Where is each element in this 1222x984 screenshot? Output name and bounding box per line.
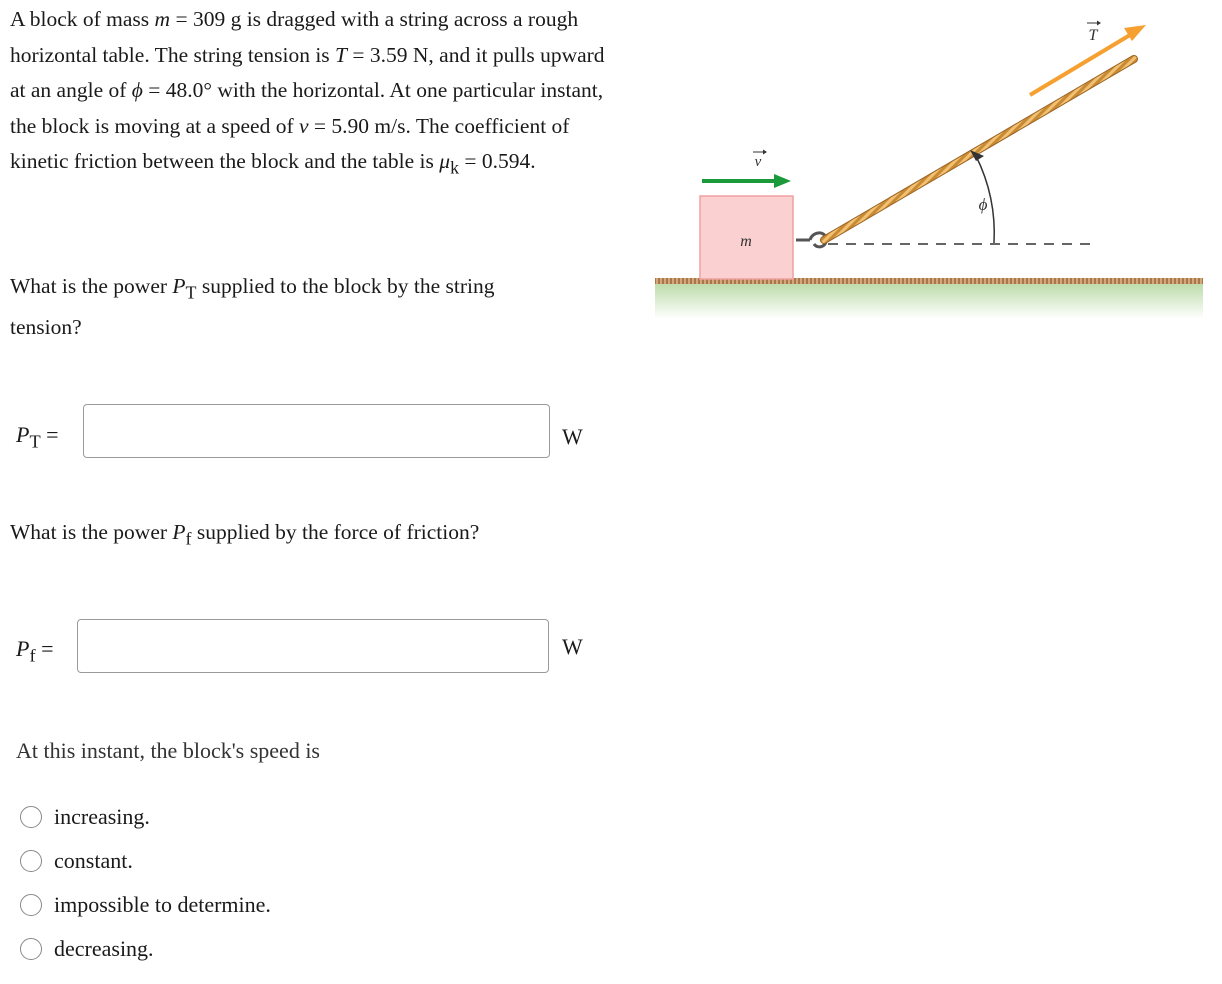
problem-text: = 5.90 m/s. The coefficient of kinetic friction between the block and the table is: [10, 113, 570, 173]
unit-label: W: [562, 424, 583, 449]
power-symbol: P: [16, 422, 30, 447]
option-constant[interactable]: [20, 846, 133, 876]
friction-symbol: μ: [439, 149, 451, 173]
problem-text: = 309 g is dragged with a string across a rough horizontal table. The string tension is: [10, 7, 579, 67]
mass-label: m: [740, 233, 752, 250]
tension-label: T: [1088, 27, 1098, 44]
option-impossible[interactable]: [20, 890, 271, 920]
power-symbol: P: [172, 520, 186, 544]
option-label: increasing.: [54, 804, 150, 829]
question-tension-power: [10, 269, 530, 345]
answer-label-friction: [16, 636, 53, 666]
option-label: constant.: [54, 848, 133, 873]
question-friction-power: [10, 515, 570, 556]
question-text: What is the power: [10, 274, 173, 298]
unit-label: W: [562, 634, 583, 659]
vector-mark: [763, 150, 767, 155]
velocity-label: v: [754, 154, 762, 170]
power-subscript: T: [29, 431, 41, 452]
vector-mark: [1097, 21, 1101, 26]
problem-statement: [10, 2, 610, 186]
velocity-arrowhead: [774, 174, 791, 188]
question-text: supplied to the block by the string tension?: [10, 274, 495, 340]
problem-text: A block of mass: [10, 7, 155, 31]
tension-power-input[interactable]: [83, 404, 550, 458]
ground: [655, 283, 1203, 319]
problem-text: = 3.59 N, and it pulls upward at an angle of: [10, 42, 605, 102]
option-decreasing[interactable]: [20, 934, 154, 964]
power-symbol: P: [16, 636, 30, 661]
friction-subscript: k: [450, 157, 460, 178]
speed-symbol: v: [299, 113, 309, 138]
power-symbol: P: [172, 274, 186, 298]
option-label: decreasing.: [54, 936, 154, 961]
answer-label-tension: [16, 422, 59, 452]
problem-text: = 48.0° with the horizontal. At one particular instant, the block is moving at a speed of: [10, 78, 604, 138]
radio-button[interactable]: [20, 894, 42, 916]
equals-sign: =: [35, 636, 54, 661]
friction-power-input[interactable]: [77, 619, 549, 673]
power-subscript: f: [185, 528, 192, 549]
radio-button[interactable]: [20, 938, 42, 960]
problem-text: = 0.594.: [459, 149, 536, 173]
speed-question: At this instant, the block's speed is: [16, 738, 320, 763]
angle-label: ϕ: [978, 195, 988, 214]
angle-symbol: ϕ: [131, 78, 143, 102]
question-text: supplied by the force of friction?: [191, 520, 480, 544]
option-increasing[interactable]: [20, 802, 150, 832]
equals-sign: =: [40, 422, 59, 447]
power-subscript: f: [29, 645, 36, 666]
mass-symbol: m: [154, 7, 171, 31]
radio-button[interactable]: [20, 850, 42, 872]
question-text: What is the power: [10, 520, 173, 544]
tension-symbol: T: [335, 42, 347, 67]
power-subscript: T: [185, 282, 197, 303]
block-diagram: [650, 10, 1205, 325]
option-label: impossible to determine.: [54, 892, 271, 917]
radio-button[interactable]: [20, 806, 42, 828]
